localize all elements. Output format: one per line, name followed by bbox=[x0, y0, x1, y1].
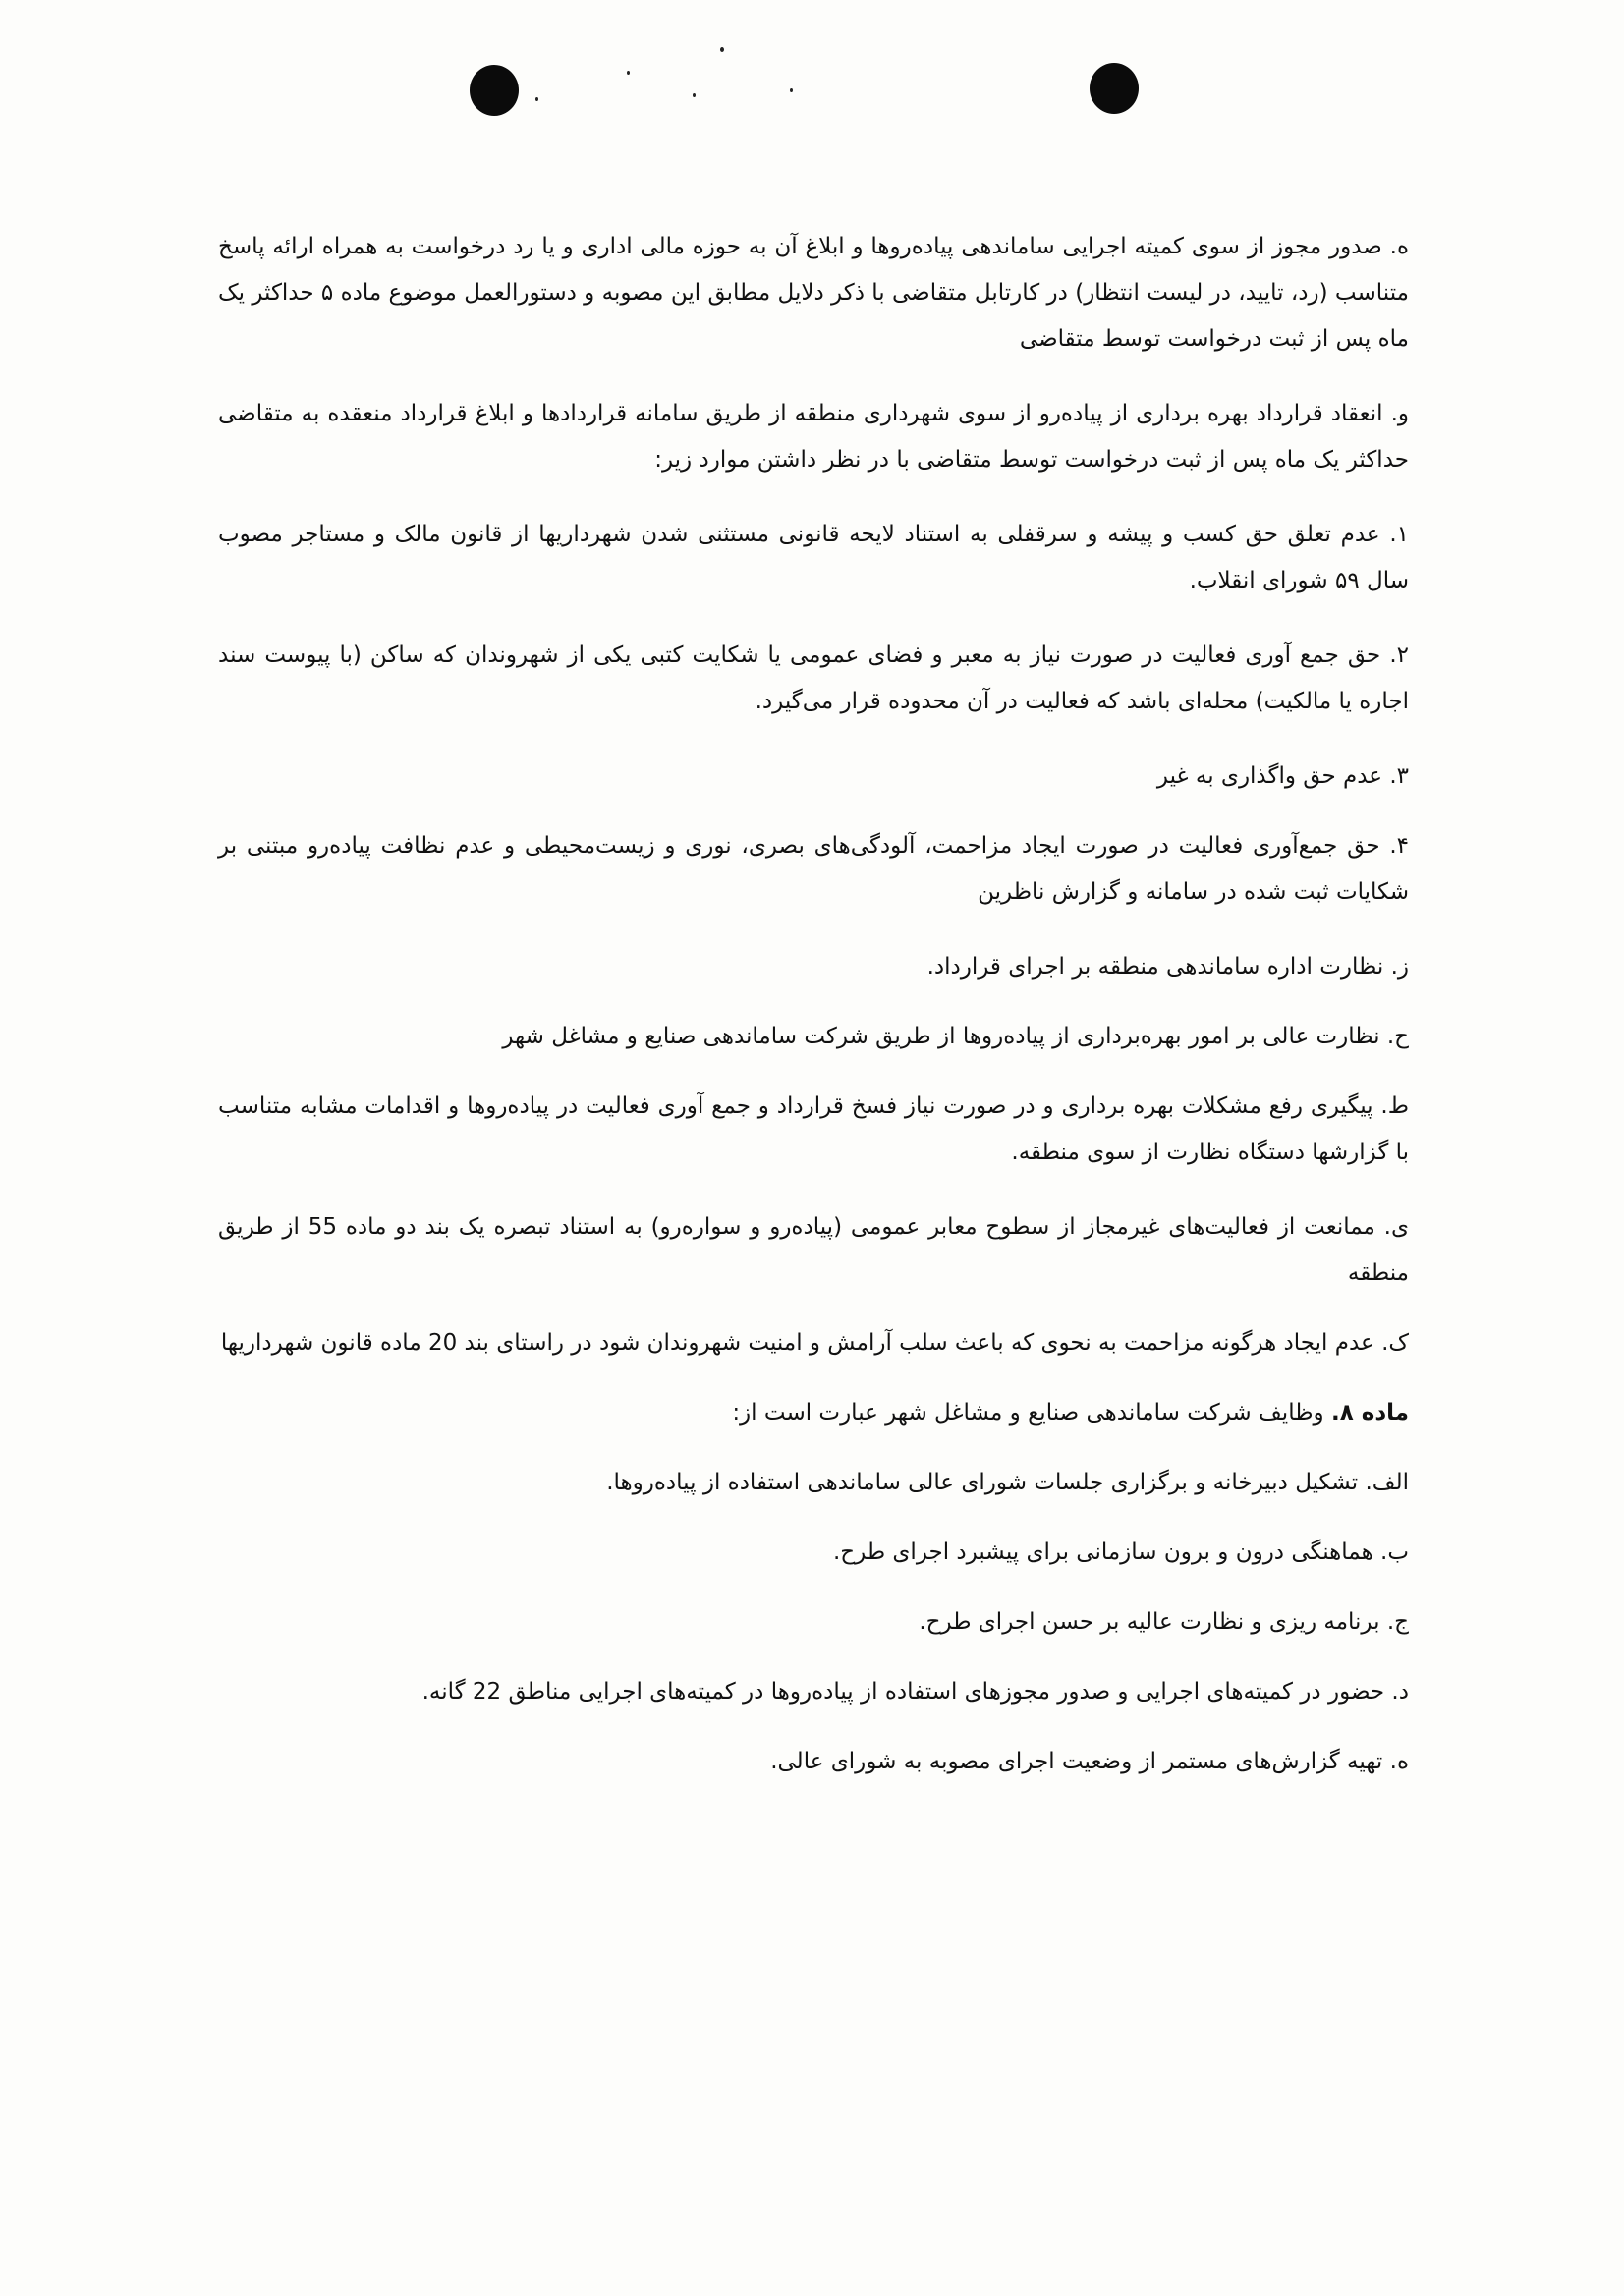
scan-speck bbox=[693, 93, 696, 97]
scan-speck bbox=[790, 88, 793, 92]
clause-hh: ح. نظارت عالی بر امور بهره‌برداری از پیاده‌روها از طریق شرکت ساماندهی صنایع و مشاغل شهر bbox=[502, 1024, 1409, 1049]
article-8-heading bbox=[218, 1390, 1409, 1436]
duty-b: ب. هماهنگی درون و برون سازمانی برای پیشبرد اجرای طرح. bbox=[832, 1540, 1409, 1565]
scan-speck bbox=[627, 71, 630, 75]
clause-t: ط. پیگیری رفع مشکلات بهره برداری و در صورت نیاز فسخ قرارداد و جمع آوری فعالیت در پیاده‌روها و اقدامات مشابه متناسب با گزارشها دستگاه نظارت از سوی منطقه. bbox=[218, 1093, 1409, 1165]
condition-1: ۱. عدم تعلق حق کسب و پیشه و سرقفلی به استناد لایحه قانونی مستثنی شدن شهرداریها از قانون مالک و مستاجر مصوب سال ۵۹ شورای انقلاب. bbox=[218, 522, 1409, 593]
scan-speck bbox=[535, 97, 538, 101]
article-8-text: وظایف شرکت ساماندهی صنایع و مشاغل شهر عبارت است از: bbox=[732, 1400, 1331, 1426]
clause-y: ی. ممانعت از فعالیت‌های غیرمجاز از سطوح معابر عمومی (پیاده‌رو و سواره‌رو) به استناد تبصره یک بند دو ماده 55 از طریق منطقه bbox=[218, 1214, 1409, 1286]
condition-2: ۲. حق جمع آوری فعالیت در صورت نیاز به معبر و فضای عمومی یا شکایت کتبی یکی از شهروندان که ساکن (با پیوست سند اجاره یا مالکیت) محله‌ای باشد که فعالیت در آن محدوده قرار می‌گیرد. bbox=[218, 643, 1409, 714]
scan-speck bbox=[720, 47, 724, 52]
clause-k: ک. عدم ایجاد هرگونه مزاحمت به نحوی که باعث سلب آرامش و امنیت شهروندان شود در راستای بند 20 ماده قانون شهرداریها bbox=[220, 1330, 1409, 1356]
punch-hole-right bbox=[1090, 63, 1139, 114]
duty-d: د. حضور در کمیته‌های اجرایی و صدور مجوزهای استفاده از پیاده‌روها در کمیته‌های اجرایی مناطق 22 گانه. bbox=[421, 1679, 1409, 1705]
condition-4: ۴. حق جمع‌آوری فعالیت در صورت ایجاد مزاحمت، آلودگی‌های بصری، نوری و زیست‌محیطی و عدم نظافت پیاده‌رو مبتنی بر شکایات ثبت شده در سامانه و گزارش ناظرین bbox=[218, 833, 1409, 905]
clause-v: و. انعقاد قرارداد بهره برداری از پیاده‌رو از سوی شهرداری منطقه از طریق سامانه قراردادها و ابلاغ قرارداد منعقده به متقاضی حداکثر یک ماه پس از ثبت درخواست توسط متقاضی با در نظر داشتن موارد زیر: bbox=[218, 401, 1409, 473]
clause-z: ز. نظارت اداره ساماندهی منطقه بر اجرای قرارداد. bbox=[926, 954, 1409, 980]
duty-j: ج. برنامه ریزی و نظارت عالیه بر حسن اجرای طرح. bbox=[919, 1609, 1409, 1635]
clause-h: ه. صدور مجوز از سوی کمیته اجرایی ساماندهی پیاده‌روها و ابلاغ آن به حوزه مالی اداری و یا رد درخواست به همراه ارائه پاسخ متناسب (رد، تایید، در لیست انتظار) در کارتابل متقاضی با ذکر دلایل مطابق این مصوبه و دستورالعمل موضوع ماده ۵ حداکثر یک ماه پس از ثبت درخواست توسط متقاضی bbox=[218, 234, 1409, 352]
condition-3: ۳. عدم حق واگذاری به غیر bbox=[1156, 763, 1409, 789]
document-body bbox=[218, 224, 1409, 1809]
article-8-label: ماده ۸. bbox=[1330, 1400, 1409, 1426]
duty-he: ه. تهیه گزارش‌های مستمر از وضعیت اجرای مصوبه به شورای عالی. bbox=[770, 1749, 1409, 1774]
punch-hole-left bbox=[470, 65, 519, 116]
duty-alef: الف. تشکیل دبیرخانه و برگزاری جلسات شورای عالی ساماندهی استفاده از پیاده‌روها. bbox=[606, 1470, 1409, 1495]
